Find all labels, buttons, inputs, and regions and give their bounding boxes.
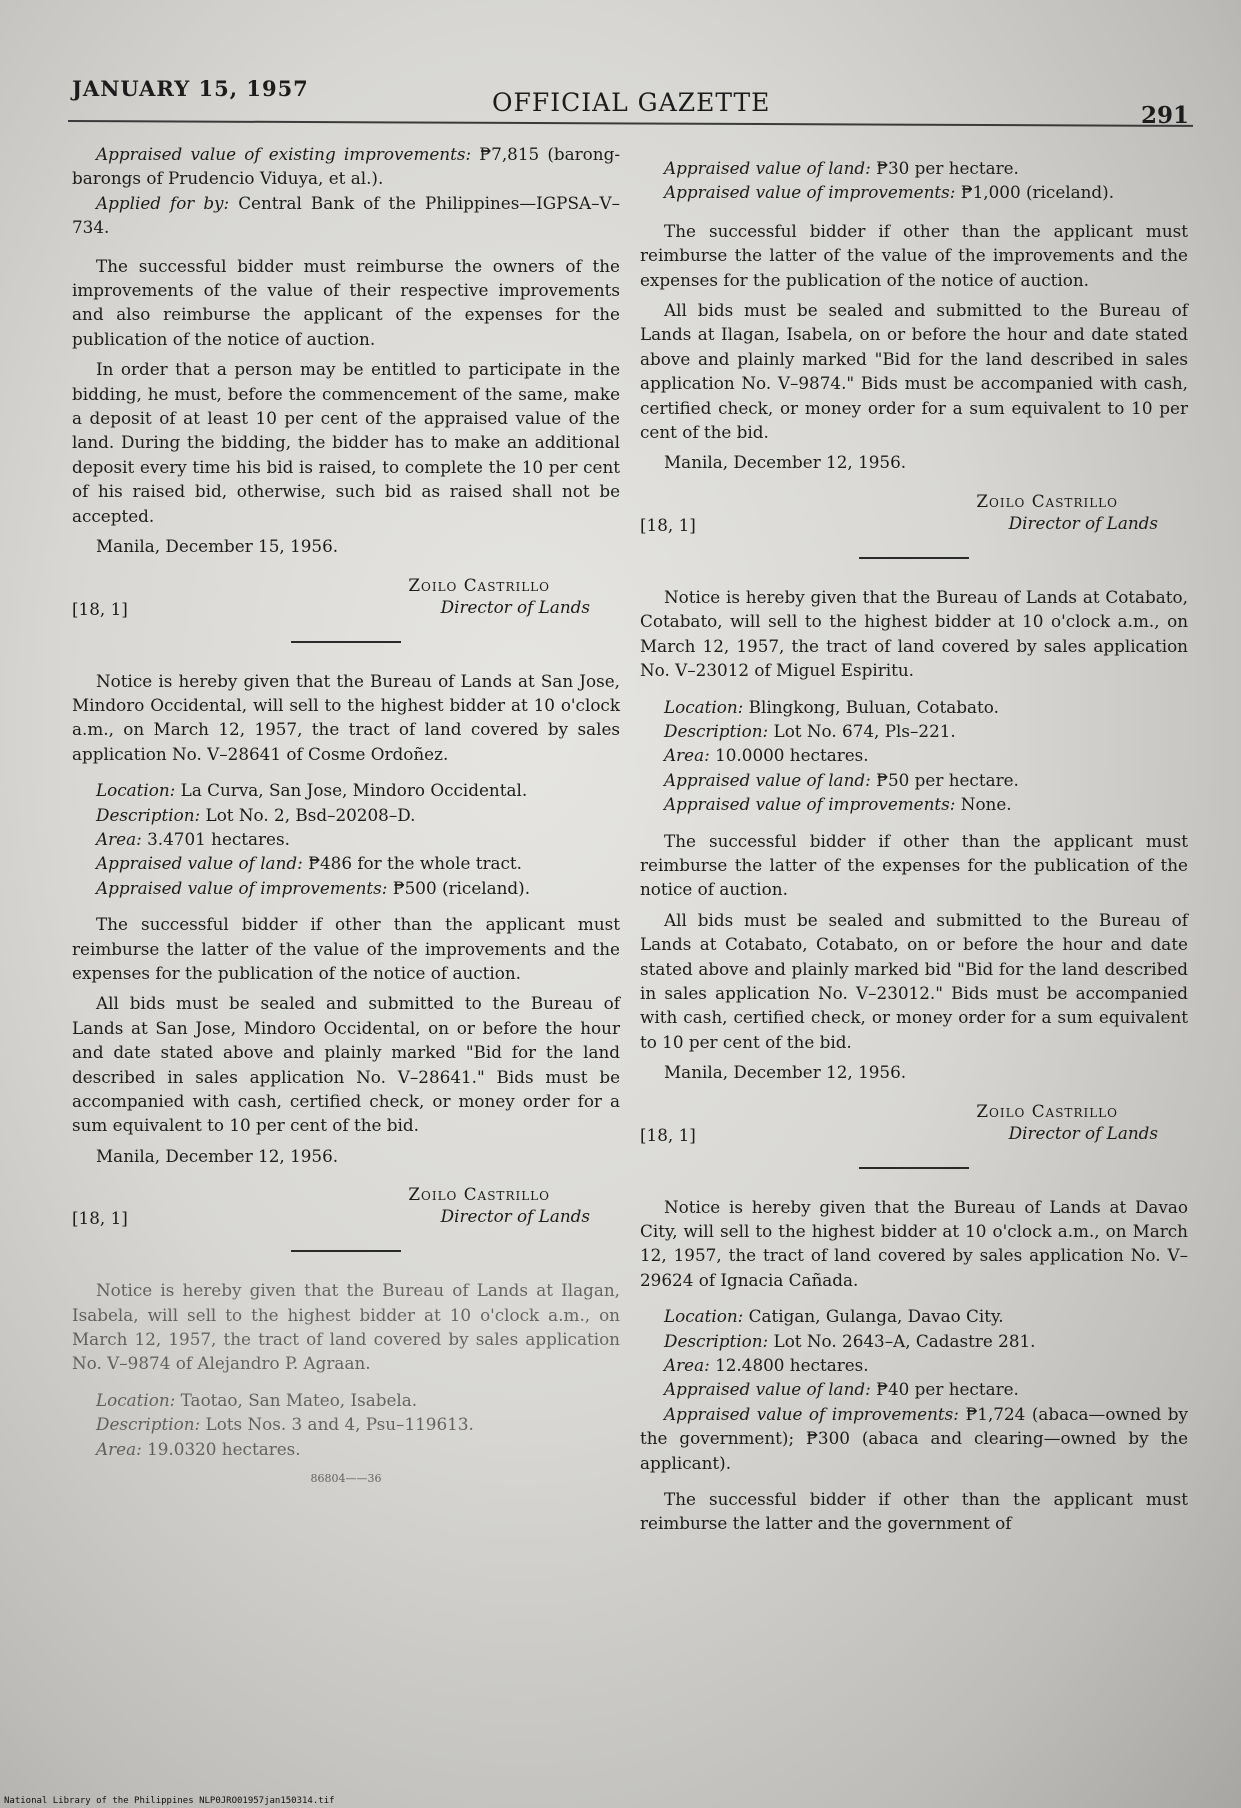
notice-intro: Notice is hereby given that the Bureau of Lands at San Jose, Mindoro Occidental, will sell to the highest bidder at 10 o'clock a.m., on March 12, 1957, the tract of land covered by sales application No. V–28641 of Cosme Ordoñez. xyxy=(72,670,620,764)
signature-block xyxy=(72,1178,620,1236)
paragraph-reimburse: The successful bidder must reimburse the owners of the improvements of the value of their respective improvements and also reimburse the applicant of the expenses for the publication of the notice of auction. xyxy=(72,255,620,349)
notice-intro: Notice is hereby given that the Bureau of Lands at Davao City, will sell to the highest bidder at 10 o'clock a.m., on March 12, 1957, the tract of land covered by sales application No. V–29624 of Ignacia Cañada. xyxy=(640,1196,1188,1290)
issue-reference: [18, 1] xyxy=(640,1124,696,1145)
field-location: Location: La Curva, San Jose, Mindoro Occidental. xyxy=(96,780,528,801)
signer-name: Zoilo Castrillo xyxy=(976,490,1118,511)
print-code: 86804——36 xyxy=(310,1472,382,1486)
paragraph-reimburse: The successful bidder if other than the applicant must reimburse the latter of the expenses for the publication of the notice of auction. xyxy=(640,830,1188,900)
signer-title: Director of Lands xyxy=(1008,512,1158,533)
signature-block xyxy=(640,485,1188,543)
publication-title: OFFICIAL GAZETTE xyxy=(492,88,771,117)
notice-divider xyxy=(859,1167,969,1169)
field-location: Location: Blingkong, Buluan, Cotabato. xyxy=(664,696,999,717)
signer-title: Director of Lands xyxy=(440,1206,590,1227)
paragraph-bids: All bids must be sealed and submitted to the Bureau of Lands at Ilagan, Isabela, on or before the hour and date stated above and plainly marked "Bid for the land described in sales application No. V–9874." Bids must be accompanied with cash, certified check, or money order for a sum equivalent to 10 per cent of the bid. xyxy=(640,300,1188,443)
notice-intro: Notice is hereby given that the Bureau of Lands at Cotabato, Cotabato, will sell to the highest bidder at 10 o'clock a.m., on March 12, 1957, the tract of land covered by sales application No. V–23012 of Miguel Espiritu. xyxy=(640,586,1188,681)
paragraph-bids: All bids must be sealed and submitted to the Bureau of Lands at San Jose, Mindoro Occidental, on or before the hour and date stated above and plainly marked "Bid for the land described in sales application No. V–28641." Bids must be accompanied with cash, certified check, or money order for a sum equivalent to 10 per cent of the bid. xyxy=(72,993,620,1136)
field-area: Area: 12.4800 hectares. xyxy=(664,1355,869,1376)
left-column xyxy=(72,142,620,1491)
issue-reference: [18, 1] xyxy=(640,514,696,535)
right-column xyxy=(640,156,1188,1542)
page-number: 291 xyxy=(1140,102,1189,129)
paragraph-reimburse: The successful bidder if other than the applicant must reimburse the latter and the government of xyxy=(640,1489,1188,1534)
field-land-value: Appraised value of land: ₱486 for the whole tract. xyxy=(96,853,522,874)
paragraph-reimburse: The successful bidder if other than the applicant must reimburse the latter of the value of the improvements and the expenses for the publication of the notice of auction. xyxy=(640,220,1188,290)
dateline: Manila, December 12, 1956. xyxy=(664,452,907,473)
field-applied-by: Applied for by: Central Bank of the Philippines—IGPSA–V–734. xyxy=(72,192,620,238)
field-improvements-value: Appraised value of improvements: ₱1,000 (riceland). xyxy=(664,182,1115,203)
field-description: Description: Lot No. 2, Bsd–20208–D. xyxy=(96,804,416,825)
issue-reference: [18, 1] xyxy=(72,1208,128,1229)
field-description: Description: Lots Nos. 3 and 4, Psu–119613. xyxy=(96,1414,474,1435)
field-description: Description: Lot No. 2643–A, Cadastre 281. xyxy=(664,1330,1036,1351)
page-header xyxy=(72,70,1189,129)
signer-name: Zoilo Castrillo xyxy=(976,1100,1118,1121)
header-rule xyxy=(68,120,1193,127)
dateline: Manila, December 12, 1956. xyxy=(96,1145,339,1166)
field-area: Area: 10.0000 hectares. xyxy=(664,745,869,766)
field-improvements-value: Appraised value of improvements: ₱500 (riceland). xyxy=(96,877,531,898)
field-location: Location: Catigan, Gulanga, Davao City. xyxy=(664,1306,1004,1327)
signer-name: Zoilo Castrillo xyxy=(408,574,550,595)
signature-block xyxy=(640,1095,1188,1153)
faded-notice xyxy=(72,1278,620,1491)
paragraph-deposit: In order that a person may be entitled to participate in the bidding, he must, before the commencement of the same, make a deposit of at least 10 per cent of the appraised value of the land. During the bidding, the bidder has to make an additional deposit every time his bid is raised, to complete the 10 per cent of his raised bid, otherwise, such bid as raised shall not be accepted. xyxy=(72,359,620,526)
field-improvements-value: Appraised value of improvements: None. xyxy=(664,794,1012,815)
field-area: Area: 3.4701 hectares. xyxy=(96,828,290,849)
field-land-value: Appraised value of land: ₱40 per hectare. xyxy=(664,1379,1019,1400)
paragraph-reimburse: The successful bidder if other than the applicant must reimburse the latter of the value of the improvements and the expenses for the publication of the notice of auction. xyxy=(72,914,620,983)
signature-block xyxy=(72,569,620,627)
field-existing-improvements: Appraised value of existing improvements: ₱7,815 (barong-barongs of Prudencio Viduya, et al.). xyxy=(72,144,620,189)
notice-intro: Notice is hereby given that the Bureau of Lands at Ilagan, Isabela, will sell to the highest bidder at 10 o'clock a.m., on March 12, 1957, the tract of land covered by sales application No. V–9874 of Alejandro P. Agraan. xyxy=(72,1280,620,1374)
field-land-value: Appraised value of land: ₱50 per hectare. xyxy=(664,769,1019,790)
issue-reference: [18, 1] xyxy=(72,598,128,619)
issue-date: JANUARY 15, 1957 xyxy=(72,76,309,101)
dateline: Manila, December 15, 1956. xyxy=(96,536,339,557)
signer-name: Zoilo Castrillo xyxy=(408,1184,550,1205)
field-land-value: Appraised value of land: ₱30 per hectare. xyxy=(664,158,1019,178)
field-location: Location: Taotao, San Mateo, Isabela. xyxy=(96,1389,418,1410)
field-description: Description: Lot No. 674, Pls–221. xyxy=(664,720,956,741)
dateline: Manila, December 12, 1956. xyxy=(664,1062,907,1083)
notice-divider xyxy=(291,641,401,643)
scan-source-label: National Library of the Philippines NLP0JRO01957jan150314.tif xyxy=(4,1796,335,1806)
field-area: Area: 19.0320 hectares. xyxy=(96,1438,301,1459)
signer-title: Director of Lands xyxy=(1008,1122,1158,1143)
paragraph-bids: All bids must be sealed and submitted to the Bureau of Lands at Cotabato, Cotabato, on or before the hour and date stated above and plainly marked bid "Bid for the land described in sales application No. V–23012." Bids must be accompanied with cash, certified check, or money order for a sum equivalent to 10 per cent of the bid. xyxy=(640,909,1188,1052)
notice-divider xyxy=(859,557,969,559)
notice-divider xyxy=(291,1250,401,1252)
field-improvements-value: Appraised value of improvements: ₱1,724 (abaca—owned by the government); ₱300 (abaca and clearing—owned by the applicant). xyxy=(640,1403,1188,1473)
signer-title: Director of Lands xyxy=(440,596,590,617)
